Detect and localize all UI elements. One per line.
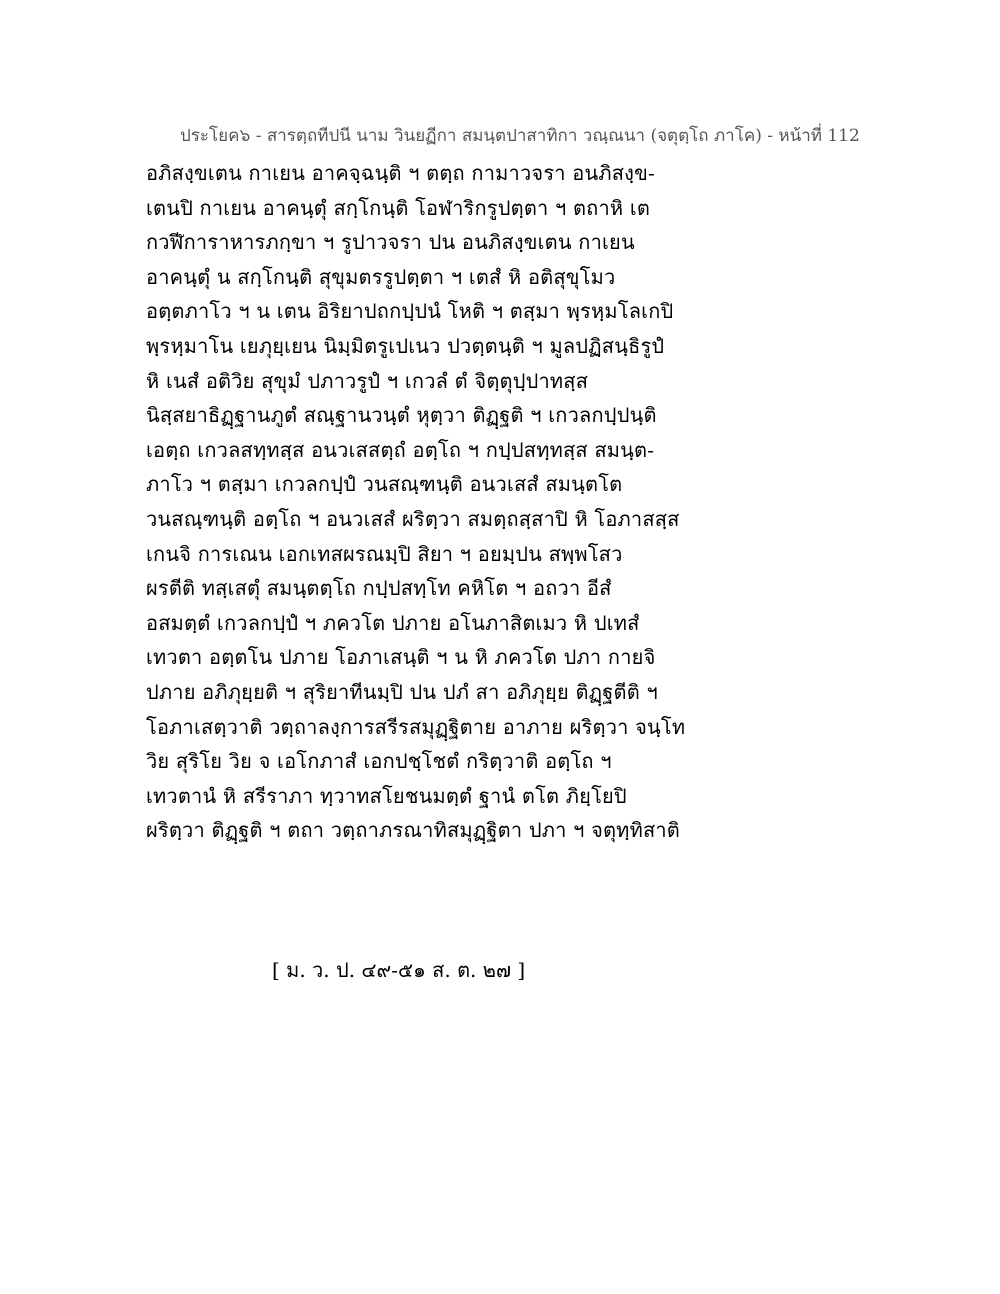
text-line: นิสฺสยาธิฏฺฐานภูตํ สณฺฐานวนฺตํ หุตฺวา ติฏฺฐติ ฯ เกวลกปฺปนฺติ <box>146 403 657 428</box>
text-line: ผรตีติ ทสฺเสตุํ สมนฺตตฺโถ กปฺปสทฺโท คหิโต ฯ อถวา อีสํ <box>146 576 612 601</box>
text-line: เอตฺถ เกวลสทฺทสฺส อนวเสสตฺถํ อตฺโถ ฯ กปฺปสทฺทสฺส สมนฺต- <box>146 437 655 462</box>
text-line: เทวตานํ หิ สรีราภา ทฺวาทสโยชนมตฺตํ ฐานํ ตโต ภิยฺโยปิ <box>146 783 627 808</box>
text-line: เกนจิ การเณน เอกเทสผรณมฺปิ สิยา ฯ อยมฺปน สพฺพโสว <box>146 541 623 566</box>
text-line: อสมตฺตํ เกวลกปฺปํ ฯ ภควโต ปภาย อโนภาสิตเมว หิ ปเทสํ <box>146 610 640 635</box>
text-line: พฺรหฺมาโน เยภุยฺเยน นิมฺมิตรูเปเนว ปวตฺตนฺติ ฯ มูลปฏิสนฺธิรูปํ <box>146 333 665 358</box>
text-line: อตฺตภาโว ฯ น เตน อิริยาปถกปฺปนํ โหติ ฯ ตสฺมา พฺรหฺมโลเกปิ <box>146 299 674 324</box>
text-line: อาคนฺตุํ น สกฺโกนฺติ สุขุมตรรูปตฺตา ฯ เตสํ หิ อติสุขุโมว <box>146 264 616 289</box>
text-line: ผริตฺวา ติฏฺฐติ ฯ ตถา วตฺถาภรณาทิสมุฏฺฐิตา ปภา ฯ จตุทฺทิสาติ <box>146 818 680 843</box>
text-line: วนสณฺฑนฺติ อตฺโถ ฯ อนวเสสํ ผริตฺวา สมตฺถสฺสาปิ หิ โอภาสสฺส <box>146 506 680 531</box>
running-header: ประโยค๖ - สารตฺถทีปนี นาม วินยฏีกา สมนฺตปาสาทิกา วณฺณนา (จตุตฺโถ ภาโค) - หน้าที่ 112 <box>180 126 860 146</box>
text-line: วิย สุริโย วิย จ เอโกภาสํ เอกปชฺโชตํ กริตฺวาติ อตฺโถ ฯ <box>146 749 612 774</box>
text-line: ภาโว ฯ ตสฺมา เกวลกปฺปํ วนสณฺฑนฺติ อนวเสสํ สมนฺตโต <box>146 472 623 497</box>
text-line: ปภาย อภิภุยฺยติ ฯ สุริยาทีนมฺปิ ปน ปภํ สา อภิภุยฺย ติฏฺฐตีติ ฯ <box>146 679 658 704</box>
text-line: โอภาเสตฺวาติ วตฺถาลงฺการสรีรสมุฏฺฐิตาย อาภาย ผริตฺวา จนฺโท <box>146 714 686 739</box>
text-line: อภิสงฺขเตน กาเยน อาคจฺฉนฺติ ฯ ตตฺถ กามาวจรา อนภิสงฺข- <box>146 161 655 185</box>
body-text <box>146 156 846 848</box>
text-line: กวฬีการาหารภกฺขา ฯ รูปาวจรา ปน อนภิสงฺขเตน กาเยน <box>146 230 635 255</box>
text-line: หิ เนสํ อติวิย สุขุมํ ปภาวรูปํ ฯ เกวลํ ตํ จิตฺตุปฺปาทสฺส <box>146 368 589 393</box>
text-line: เทวตา อตฺตโน ปภาย โอภาเสนฺติ ฯ น หิ ภควโต ปภา กายจิ <box>146 645 656 670</box>
source-reference: [ ม. ว. ป. ๔๙-๕๑ ส. ต. ๒๗ ] <box>272 958 526 982</box>
text-line: เตนปิ กาเยน อาคนฺตุํ สกฺโกนฺติ โอฬาริกรูปตฺตา ฯ ตถาหิ เต <box>146 195 651 220</box>
